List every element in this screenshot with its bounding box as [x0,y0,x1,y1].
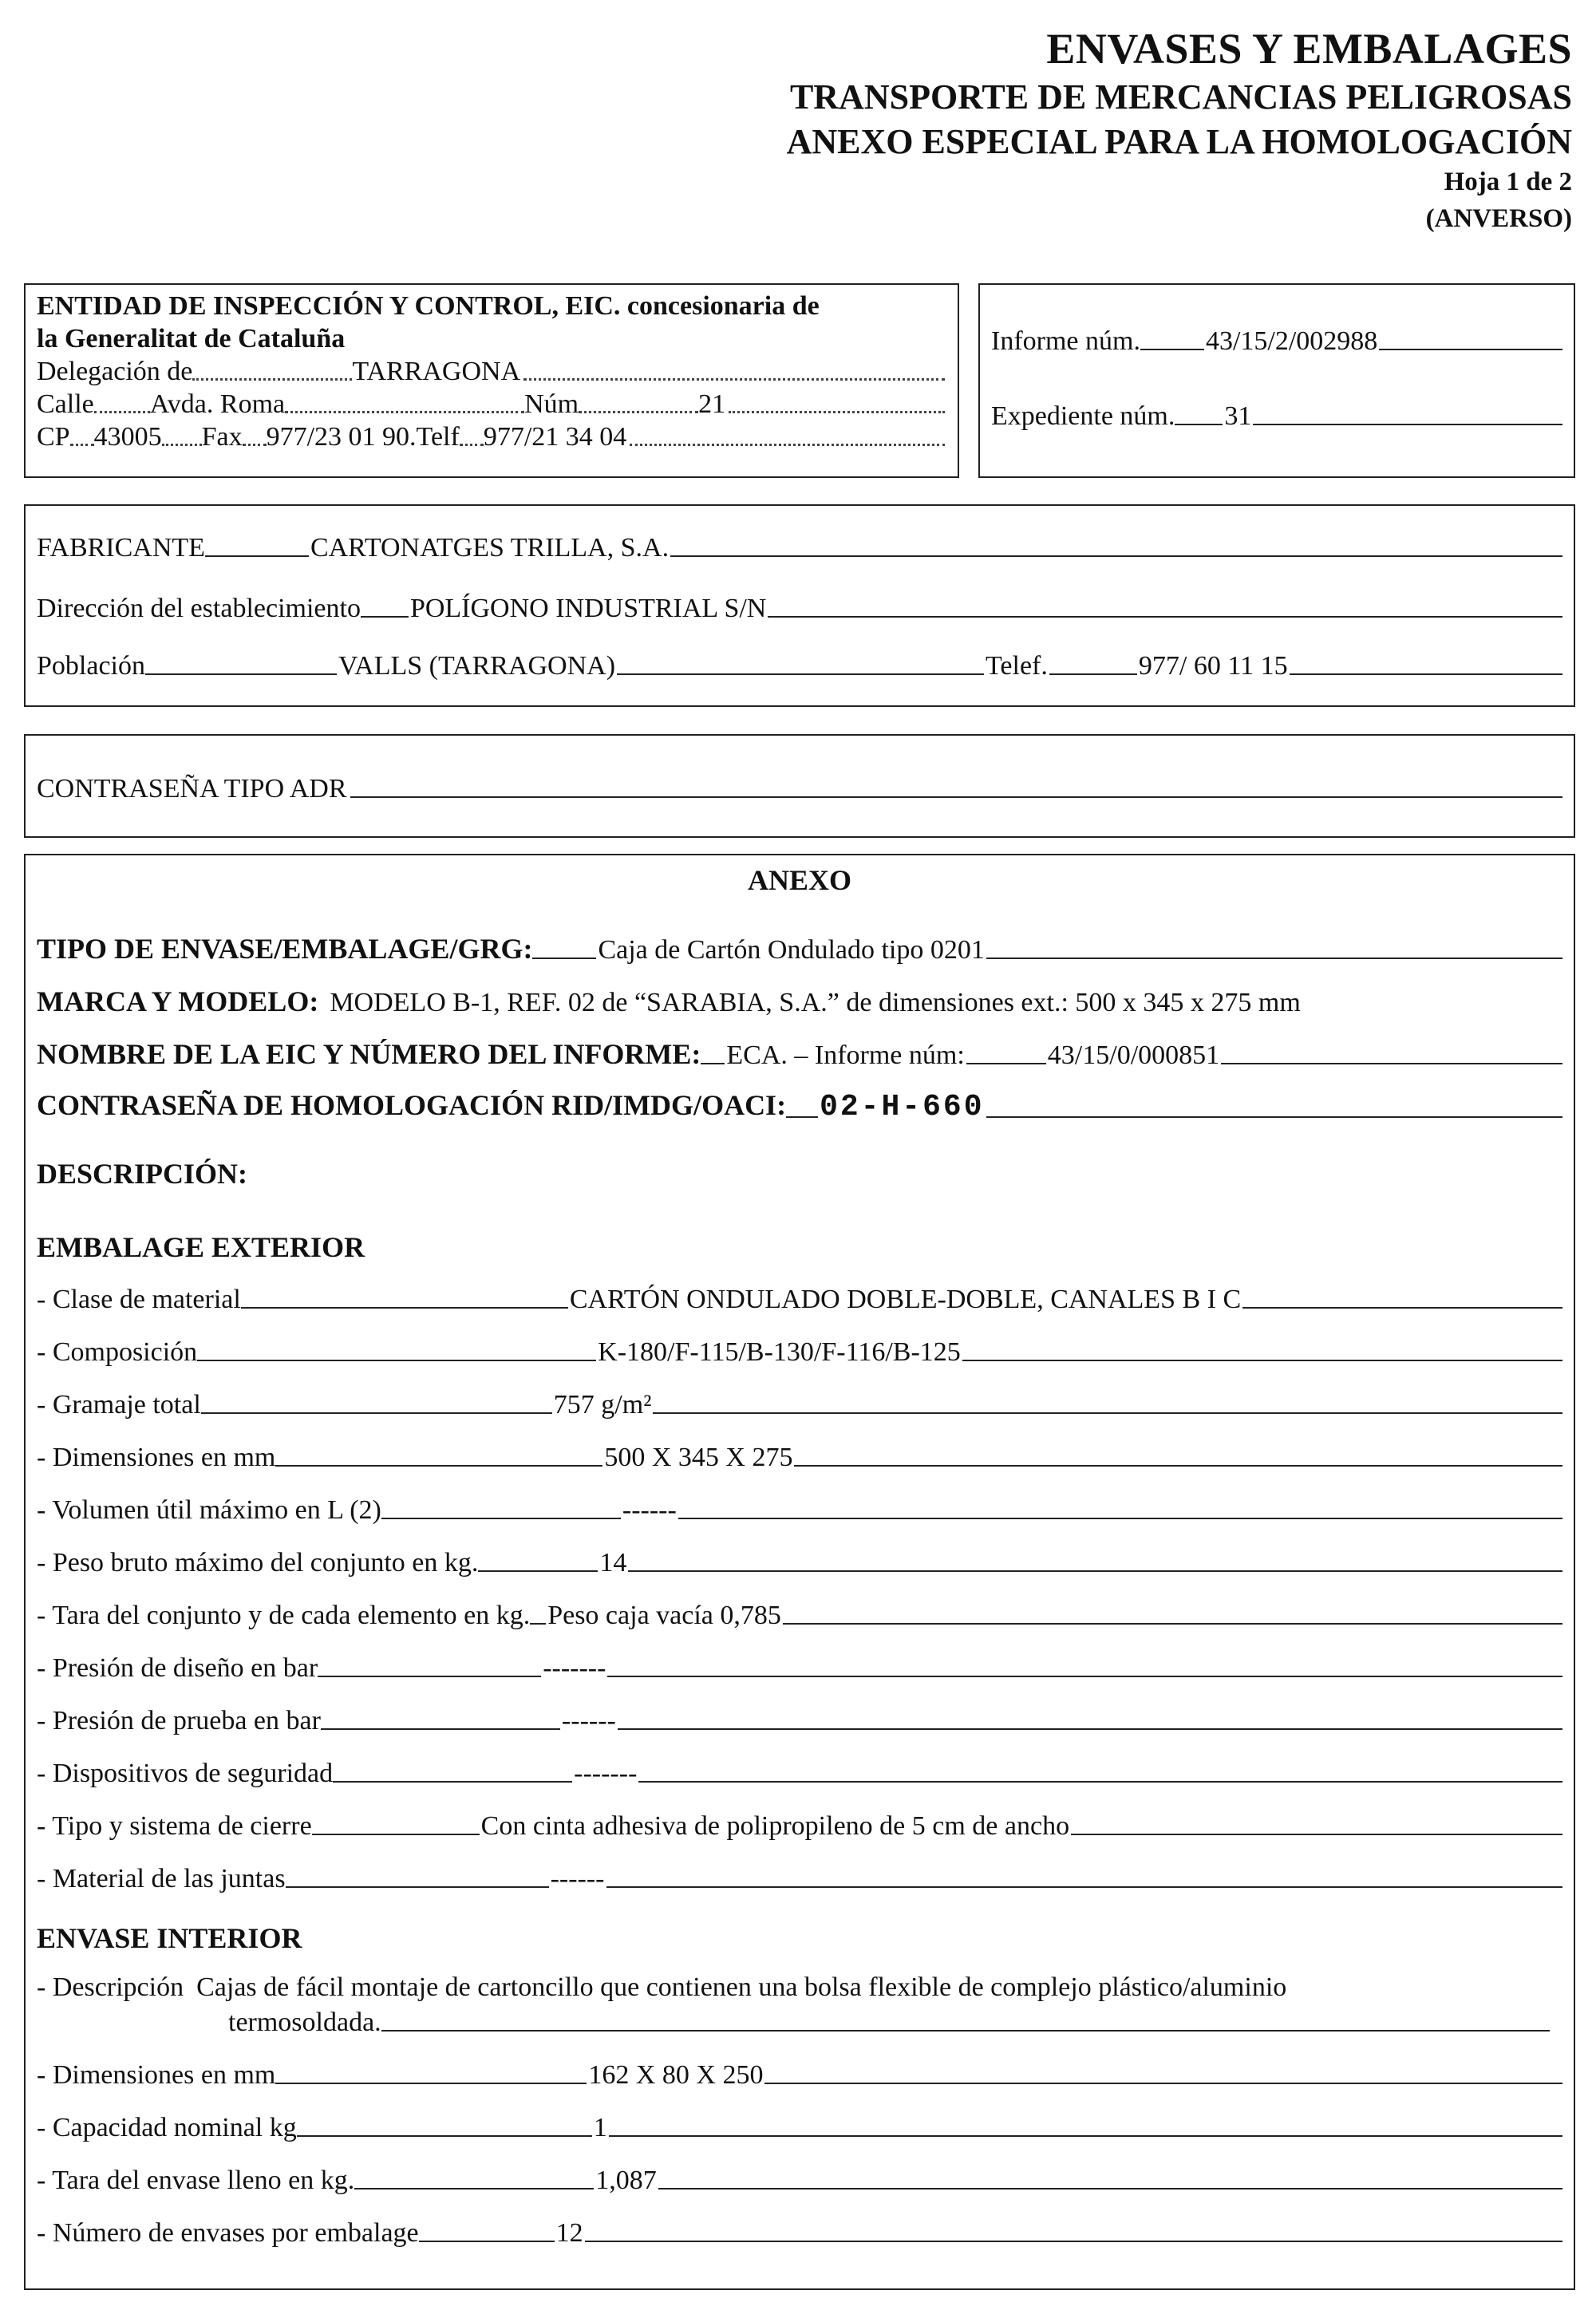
field-value: K-180/F-115/B-130/F-116/B-125 [598,1337,961,1367]
document-subtitle-annex: ANEXO ESPECIAL PARA LA HOMOLOGACIÓN [786,122,1572,161]
blank-line [478,1570,598,1572]
field-value: ------- [543,1653,606,1683]
expediente-label: Expediente núm. [991,401,1175,431]
field-label: - Número de envases por embalage [37,2218,419,2248]
blank-line [275,1465,602,1467]
fax-label: Fax [201,422,243,452]
blank-line [670,555,1562,557]
blank-line [1140,349,1204,350]
field-label: - Tara del envase lleno en kg. [37,2166,355,2195]
field-label: - Composición [37,1337,198,1367]
blank-line [297,2135,592,2137]
dot-leader [285,411,524,413]
list-item [37,2166,1562,2196]
blank-line [241,1307,568,1309]
blank-line [197,1360,596,1361]
blank-line [1175,424,1223,425]
fabricante-row [37,533,1562,563]
blank-line [678,1518,1562,1519]
blank-line [381,1518,621,1519]
field-label: - Presión de prueba en bar [37,1706,321,1735]
dot-leader [460,444,484,446]
blank-line [609,2135,1562,2137]
poblacion-value: VALLS (TARRAGONA) [338,651,616,681]
num-value: 21 [698,389,726,419]
blank-line [1049,673,1137,675]
list-item [37,2060,1562,2091]
list-item [37,1337,1562,1368]
field-value: Con cinta adhesiva de polipropileno de 5 cm de ancho [480,1811,1070,1841]
blank-line [618,1728,1562,1730]
list-item [37,2113,1562,2143]
blank-line [585,2241,1562,2242]
field-label: - Tipo y sistema de cierre [37,1811,312,1841]
manufacturer-box [24,504,1575,707]
blank-line [275,2083,587,2084]
direccion-value: POLÍGONO INDUSTRIAL S/N [409,594,767,623]
eic-title-line2: la Generalitat de Cataluña [37,324,346,353]
expediente-row [991,401,1562,432]
blank-line [145,673,337,675]
list-item [37,1285,1562,1315]
document-title: ENVASES Y EMBALAGES [1046,25,1572,73]
blank-line [638,1781,1562,1783]
dot-leader [523,378,945,381]
adr-row [37,774,1562,804]
field-value: 1,087 [595,2166,657,2195]
list-item [37,1548,1562,1578]
tipo-value: Caja de Cartón Ondulado tipo 0201 [598,935,985,965]
field-value: 12 [555,2218,583,2248]
cp-value: 43005 [93,422,162,452]
eic-title-line1: ENTIDAD DE INSPECCIÓN Y CONTROL, EIC. concesionaria de [37,291,820,321]
annex-box [24,854,1575,2290]
list-item [37,2218,1562,2249]
eic-report-value: ECA. – Informe núm: [726,1040,965,1070]
field-value: 1 [593,2113,607,2142]
tipo-row [37,932,1562,965]
field-value: ------ [622,1495,677,1525]
field-label: - Dimensiones en mm [37,2060,276,2090]
blank-line [986,958,1562,959]
calle-row [37,388,948,421]
homologacion-label: CONTRASEÑA DE HOMOLOGACIÓN RID/IMDG/OACI: [37,1089,787,1121]
blank-line [653,1412,1562,1414]
descripcion-heading: DESCRIPCIÓN: [37,1158,248,1190]
blank-line [617,673,984,675]
field-label: - Dispositivos de seguridad [37,1759,334,1788]
field-value: 14 [599,1548,627,1577]
blank-line [419,2241,555,2242]
blank-line [532,958,596,959]
blank-line [786,1116,818,1118]
list-item [37,1811,1562,1842]
field-label: - Clase de material [37,1285,241,1314]
list-item [37,1706,1562,1736]
blank-line [962,1360,1562,1361]
blank-line [1379,349,1562,350]
homologacion-row [37,1088,1562,1124]
blank-line [286,1886,549,1888]
blank-line [768,616,1562,618]
informe-row [991,326,1562,357]
blank-line [205,555,309,557]
interior-desc-row [37,1972,1562,2003]
list-item [37,1653,1562,1684]
exterior-heading: EMBALAGE EXTERIOR [37,1231,365,1263]
dot-leader [94,411,150,413]
telf-label: Telf [416,422,460,452]
interior-heading: ENVASE INTERIOR [37,1922,302,1954]
blank-line [966,1063,1046,1064]
document-subtitle: TRANSPORTE DE MERCANCIAS PELIGROSAS [789,77,1572,116]
marca-row [37,985,1562,1018]
dot-leader [729,411,945,413]
eic-report-label: NOMBRE DE LA EIC Y NÚMERO DEL INFORME: [37,1038,701,1070]
delegacion-label: Delegación de [37,357,193,386]
delegacion-value: TARRAGONA [352,357,521,386]
eic-report-number: 43/15/0/000851 [1047,1040,1220,1070]
blank-line [701,1063,725,1064]
dot-leader [243,444,267,446]
field-value: 500 X 345 X 275 [604,1443,793,1472]
blank-line [1071,1834,1562,1835]
direccion-label: Dirección del establecimiento [37,594,361,623]
poblacion-row [37,651,1562,681]
blank-line [764,2083,1562,2084]
field-value: ------ [561,1706,616,1735]
blank-line [201,1412,552,1414]
interior-desc-row2 [228,2008,1550,2038]
field-value: Peso caja vacía 0,785 [547,1601,781,1630]
field-value: ------- [574,1759,638,1788]
field-label: - Gramaje total [37,1390,201,1420]
informe-label: Informe núm. [991,326,1140,356]
cp-row [37,421,948,453]
field-label: - Material de las juntas [37,1864,286,1893]
blank-line [361,616,409,618]
list-item [37,1443,1562,1473]
blank-line [1253,424,1562,425]
blank-line [658,2188,1562,2189]
fabricante-value: CARTONATGES TRILLA, S.A. [310,533,670,563]
cp-label: CP [37,422,70,452]
blank-line [318,1676,541,1677]
list-item [37,1864,1562,1894]
blank-line [1290,673,1562,675]
informe-value: 43/15/2/002988 [1205,326,1378,356]
eic-box [24,283,959,478]
blank-line [794,1465,1562,1467]
poblacion-label: Población [37,651,145,681]
blank-line [381,2030,1550,2032]
blank-line [607,1676,1562,1677]
field-label: - Tara del conjunto y de cada elemento en kg. [37,1601,531,1630]
blank-line [628,1570,1562,1572]
expediente-value: 31 [1224,401,1252,431]
dot-leader [162,444,202,446]
adr-box [24,734,1575,838]
blank-line [312,1834,480,1835]
direccion-row [37,594,1562,624]
marca-label: MARCA Y MODELO: [37,985,319,1017]
field-value: 757 g/m² [553,1390,652,1420]
list-item [37,1601,1562,1631]
blank-line [333,1781,572,1783]
field-value: CARTÓN ONDULADO DOBLE-DOBLE, CANALES B I C [569,1285,1242,1314]
blank-line [1221,1063,1562,1064]
interior-desc-line1: Cajas de fácil montaje de cartoncillo que contienen una bolsa flexible de complejo plástico/aluminio [196,1972,1287,2002]
dot-leader [192,378,352,381]
sheet-side: (ANVERSO) [1425,204,1572,233]
fax-value: 977/23 01 90. [266,422,417,452]
homologacion-value: 02-H-660 [820,1090,985,1124]
dot-leader [70,444,94,446]
field-label: - Peso bruto máximo del conjunto en kg. [37,1548,479,1577]
eic-report-row [37,1037,1562,1071]
telf-value: 977/21 34 04 [483,422,627,452]
adr-label: CONTRASEÑA TIPO ADR [37,774,347,804]
fabricante-label: FABRICANTE [37,533,205,563]
blank-line [354,2188,594,2189]
field-label: - Volumen útil máximo en L (2) [37,1495,381,1525]
calle-label: Calle [37,389,94,419]
interior-desc-label: - Descripción [37,1972,184,2002]
sheet-number: Hoja 1 de 2 [1444,168,1572,196]
calle-value: Avda. Roma [149,389,286,419]
blank-line [530,1623,546,1625]
tipo-label: TIPO DE ENVASE/EMBALAGE/GRG: [37,933,533,965]
field-label: - Dimensiones en mm [37,1443,276,1472]
list-item [37,1390,1562,1420]
blank-line [1242,1307,1562,1309]
field-value: ------ [550,1864,605,1893]
blank-line [986,1116,1563,1118]
field-label: - Presión de diseño en bar [37,1653,318,1683]
dot-leader [579,411,698,413]
telef-label: Telef. [986,651,1048,681]
field-value: 162 X 80 X 250 [588,2060,764,2090]
report-box [978,283,1575,478]
interior-desc-line2: termosoldada. [228,2008,381,2037]
list-item [37,1759,1562,1789]
blank-line [783,1623,1562,1625]
blank-line [606,1886,1563,1888]
list-item [37,1495,1562,1526]
delegacion-row [37,355,948,388]
marca-value: MODELO B-1, REF. 02 de “SARABIA, S.A.” de dimensiones ext.: 500 x 345 x 275 mm [330,988,1301,1017]
telef-value: 977/ 60 11 15 [1138,651,1288,681]
blank-line [350,796,1562,798]
dot-leader [630,444,945,446]
blank-line [321,1728,560,1730]
annex-title: ANEXO [747,864,851,896]
field-label: - Capacidad nominal kg [37,2113,297,2142]
num-label: Núm [524,389,579,419]
